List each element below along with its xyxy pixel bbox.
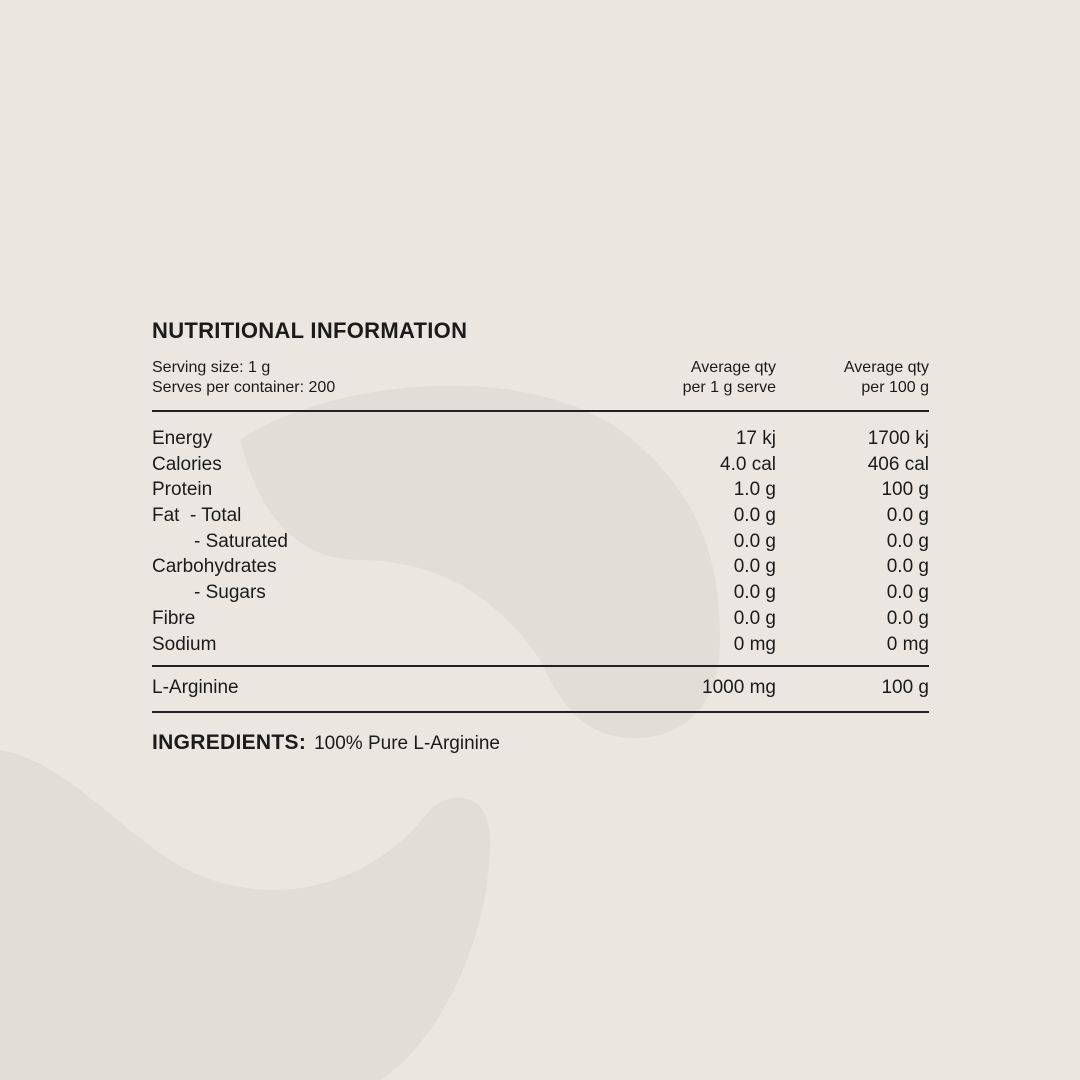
row-per-serve: 1.0 g	[733, 479, 776, 501]
table-row	[152, 529, 929, 555]
header-row	[152, 358, 929, 398]
row-per-100g: 0 mg	[886, 633, 929, 655]
table-row	[152, 452, 929, 478]
row-per-serve: 0.0 g	[733, 556, 776, 578]
ingredients-text: 100% Pure L-Arginine	[314, 732, 500, 754]
row-per-serve: 0.0 g	[733, 582, 776, 604]
col1-header-line1: Average qty	[690, 359, 776, 376]
table-row	[152, 477, 929, 503]
serving-size: Serving size: 1 g	[152, 359, 271, 376]
row-label: Fibre	[152, 607, 196, 629]
row-per-serve: 0.0 g	[733, 505, 776, 527]
row-label: - Saturated	[194, 530, 288, 552]
table-row	[152, 632, 929, 658]
row-per-serve: 0.0 g	[733, 530, 776, 552]
row-label: Fat - Total	[152, 505, 242, 527]
row-per-100g: 406 cal	[867, 453, 929, 475]
row-per-100g: 1700 kj	[867, 428, 929, 449]
panel-title: NUTRITIONAL INFORMATION	[152, 318, 468, 343]
divider	[152, 665, 929, 667]
row-label: Carbohydrates	[152, 556, 277, 578]
col1-header-line2: per 1 g serve	[682, 379, 776, 396]
row-per-100g: 100 g	[881, 677, 929, 699]
table-row	[152, 580, 929, 606]
table-row	[152, 554, 929, 580]
nutrition-panel	[152, 318, 929, 755]
row-per-100g: 0.0 g	[886, 505, 929, 527]
ingredients	[152, 731, 929, 755]
row-per-100g: 0.0 g	[886, 582, 929, 604]
active-row	[152, 675, 929, 701]
table-row	[152, 426, 929, 452]
serves-per-container: Serves per container: 200	[152, 379, 336, 396]
row-label: Sodium	[152, 633, 217, 655]
row-per-100g: 0.0 g	[886, 556, 929, 578]
row-per-serve: 4.0 cal	[720, 453, 776, 475]
col2-header-line1: Average qty	[843, 359, 929, 376]
row-per-100g: 100 g	[881, 479, 929, 501]
row-per-100g: 0.0 g	[886, 607, 929, 629]
table-row	[152, 606, 929, 632]
row-per-serve: 0 mg	[733, 633, 776, 655]
table-row	[152, 503, 929, 529]
ingredients-label: INGREDIENTS:	[152, 730, 307, 754]
row-per-serve: 17 kj	[735, 428, 776, 449]
row-label: - Sugars	[194, 582, 266, 604]
row-label: Protein	[152, 479, 213, 501]
row-label: Calories	[152, 453, 222, 475]
nutrient-rows	[152, 412, 929, 665]
divider	[152, 711, 929, 713]
col2-header-line2: per 100 g	[861, 379, 929, 396]
row-label: Energy	[152, 428, 213, 449]
row-per-serve: 1000 mg	[702, 677, 776, 699]
row-per-serve: 0.0 g	[733, 607, 776, 629]
row-label: L-Arginine	[152, 677, 239, 699]
row-per-100g: 0.0 g	[886, 530, 929, 552]
